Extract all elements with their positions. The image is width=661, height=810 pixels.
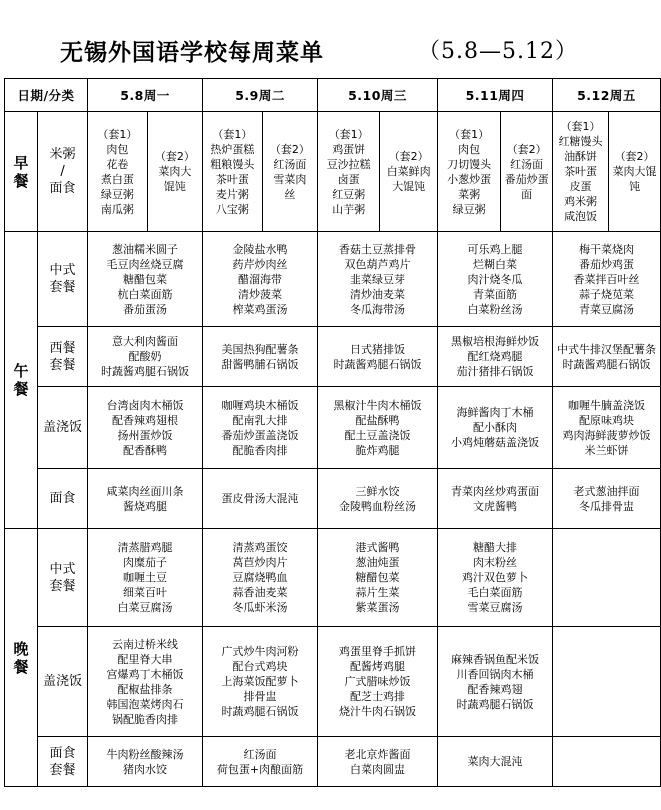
lunch-row: [5, 327, 661, 387]
menu-item: 豆沙拉糕: [326, 157, 371, 171]
lunch-cell: [553, 387, 661, 469]
menu-item: 肉包: [106, 142, 129, 156]
dinner-cell: [438, 737, 553, 787]
category-line: 面食: [49, 491, 76, 506]
set1-label: （套1）: [97, 127, 138, 141]
menu-item: 配椒盐排条: [117, 682, 173, 696]
menu-item: 南瓜粥: [100, 202, 134, 216]
category-line: 中式: [49, 263, 76, 278]
menu-item: 牛肉粉丝酸辣汤: [106, 747, 184, 761]
breakfast-set1: [203, 112, 263, 231]
category-line: 套餐: [49, 578, 76, 594]
dinner-cell: [553, 529, 661, 627]
menu-item: 清炒油麦菜: [350, 287, 406, 301]
menu-item: 丝: [284, 187, 296, 201]
lunch-cell: [318, 232, 438, 327]
menu-item: 配酱烤鸡腿: [350, 660, 406, 673]
menu-item: 上海菜饭配萝卜: [221, 675, 299, 688]
menu-item: 青菜面筋: [473, 287, 518, 301]
menu-item: 荷包蛋+肉酿面筋: [216, 762, 304, 776]
menu-item: 糖醋包菜: [123, 272, 168, 286]
lunch-cell: [318, 327, 438, 387]
menu-item: 川香回锅肉木桶: [456, 667, 534, 681]
lunch-cell: [203, 327, 318, 387]
menu-item: 杭白菜面筋: [117, 287, 173, 301]
menu-item: 配南乳大排: [232, 413, 288, 427]
menu-item: 咖喱土豆: [123, 571, 168, 584]
dinner-row: [5, 529, 661, 627]
menu-item: 毛白菜面筋: [467, 586, 523, 599]
menu-item: 黑椒培根海鲜炒饭: [451, 335, 540, 348]
day-header: 5.12周五: [553, 79, 661, 112]
menu-item: 时蔬鸡腿石锅饭: [456, 697, 534, 711]
menu-item: 鸡米粥: [564, 195, 598, 208]
menu-item: 猪肉水饺: [123, 762, 168, 776]
menu-item: 甜酱鸭脯石锅饭: [221, 357, 299, 371]
menu-item: 红汤面: [243, 747, 277, 761]
meal-char: 午: [13, 362, 29, 380]
breakfast-cell: [438, 112, 553, 232]
dinner-row: [5, 627, 661, 737]
menu-item: 番茄蛋汤: [123, 302, 168, 316]
meal-label-text: [6, 154, 36, 190]
menu-item: 锅配脆香肉排: [112, 712, 179, 726]
menu-item: 油酥饼: [564, 150, 598, 163]
set2-label: （套2）: [388, 150, 429, 163]
category-line: /: [60, 164, 65, 179]
category-line: 米粥: [49, 147, 76, 162]
category-label: [38, 737, 88, 787]
menu-item: 配盐酥鸭: [355, 413, 400, 427]
menu-item: 肉末粉丝: [473, 556, 518, 569]
menu-item: 可乐鸡上腿: [467, 242, 523, 256]
menu-item: 时蔬酱鸡腿石锅饭: [333, 357, 422, 371]
lunch-cell: [203, 387, 318, 469]
menu-item: 花卷: [106, 157, 129, 171]
lunch-cell: [553, 469, 661, 529]
menu-item: 香菇土豆蒸排骨: [339, 242, 417, 256]
menu-item: 咸菜肉丝面川条: [106, 484, 184, 498]
dinner-cell: [318, 529, 438, 627]
date-range: （5.8—5.12）: [418, 39, 578, 64]
menu-item: 云南过桥米线: [112, 637, 179, 651]
menu-item: 葱油糯米圆子: [112, 242, 179, 256]
menu-item: 配脆香肉排: [232, 443, 288, 457]
lunch-cell: [203, 469, 318, 529]
menu-item: 绿豆粥: [100, 187, 134, 201]
set2-label: （套2）: [506, 142, 547, 156]
menu-item: 面: [521, 187, 533, 201]
set2-label: （套2）: [269, 142, 310, 156]
dinner-cell: [318, 737, 438, 787]
menu-item: 榨菜鸡蛋汤: [232, 302, 288, 316]
menu-item: 紫菜蛋汤: [355, 601, 400, 614]
menu-item: 时蔬酱鸡腿石锅饭: [101, 365, 190, 378]
lunch-cell: [438, 387, 553, 469]
menu-item: 番茄炒蛋: [504, 172, 549, 186]
category-line: 西餐: [49, 340, 76, 356]
menu-item: 冬瓜海带汤: [350, 302, 406, 316]
breakfast-set2: [148, 112, 202, 231]
category-line: 中式: [49, 561, 76, 577]
dinner-cell: [553, 737, 661, 787]
menu-item: 雪菜豆腐汤: [467, 601, 523, 614]
menu-item: 老式葱油拌面: [573, 484, 640, 498]
category-text: [39, 146, 86, 197]
dinner-cell: [203, 529, 318, 627]
meal-label-dinner: [5, 529, 38, 787]
menu-item: 鸡肉海鲜菠萝炒饭: [562, 428, 651, 442]
breakfast-set2: [501, 112, 552, 231]
category-line: 套餐: [49, 280, 76, 295]
day-header: 5.10周三: [318, 79, 438, 112]
dinner-row: [5, 737, 661, 787]
menu-item: 烧汁牛肉石锅饭: [339, 705, 417, 718]
menu-item: 宫爆鸡丁木桶饭: [106, 667, 184, 681]
menu-item: 蛋皮骨汤大混沌: [221, 492, 299, 505]
meal-char: 餐: [13, 657, 29, 676]
menu-item: 红豆粥: [332, 187, 366, 201]
day-header: 5.11周四: [438, 79, 553, 112]
menu-item: 粗粮馒头: [210, 157, 255, 171]
lunch-cell: [88, 469, 203, 529]
dinner-cell: [88, 737, 203, 787]
set1-label: （套1）: [212, 127, 253, 141]
category-line: 套餐: [49, 357, 76, 373]
set1-label: （套1）: [449, 127, 490, 141]
menu-item: 米兰虾饼: [584, 443, 629, 457]
set1-label: （套1）: [560, 120, 601, 133]
menu-item: 醋溜海带: [238, 272, 283, 286]
category-label: [38, 627, 88, 737]
menu-item: 香菜拌百叶丝: [573, 272, 640, 286]
menu-item: 配香酥鸭: [123, 443, 168, 457]
menu-item: 刀切馒头: [447, 157, 492, 171]
menu-item: 鸡汁双色萝卜: [462, 571, 529, 584]
menu-item: 排骨盅: [243, 690, 277, 703]
dinner-cell: [438, 627, 553, 737]
menu-item: 烂糊白菜: [473, 257, 518, 271]
menu-item: 糖醋大排: [473, 541, 518, 554]
menu-item: 煮白蛋: [100, 172, 134, 186]
menu-item: 配土豆盖浇饭: [344, 428, 411, 442]
category-line: 盖浇饭: [43, 674, 83, 689]
menu-item: 白菜粉丝汤: [467, 302, 523, 316]
menu-item: 冬瓜虾米汤: [232, 601, 288, 614]
menu-item: 三鲜水饺: [355, 484, 400, 498]
lunch-cell: [438, 469, 553, 529]
lunch-cell: [553, 232, 661, 327]
menu-item: 肉糜茄子: [123, 556, 168, 569]
category-line: 面食: [49, 745, 76, 761]
lunch-cell: [553, 327, 661, 387]
day-header: 5.9周二: [203, 79, 318, 112]
breakfast-set1: [318, 112, 380, 231]
breakfast-cell: [318, 112, 438, 232]
category-label: [38, 529, 88, 627]
dinner-cell: [203, 737, 318, 787]
menu-item: 文虎酱鸭: [473, 499, 518, 513]
menu-item: 绿豆粥: [452, 202, 486, 216]
menu-item: 金陵盐水鸭: [232, 242, 288, 256]
menu-item: 雪菜肉: [273, 172, 307, 186]
menu-item: 韩国泡菜烤肉石: [106, 697, 184, 711]
breakfast-cell: [203, 112, 318, 232]
menu-item: 时蔬鸡腿石锅饭: [221, 705, 299, 718]
lunch-row: [5, 232, 661, 327]
menu-item: 广式腊味炒饭: [344, 675, 411, 688]
menu-item: 番茄炒鸡蛋: [579, 257, 635, 271]
menu-item: 茄汁猪排石锅饭: [456, 365, 534, 378]
menu-item: 配香辣鸡翅根: [112, 413, 179, 427]
menu-item: 意大利肉酱面: [112, 335, 179, 348]
menu-item: 茶叶蛋: [215, 172, 249, 186]
menu-item: 酱烧鸡腿: [123, 499, 168, 513]
dinner-cell: [88, 627, 203, 737]
dinner-cell: [203, 627, 318, 737]
menu-item: 配芝士鸡排: [350, 690, 406, 703]
menu-item: 配小酥肉: [473, 421, 518, 434]
menu-item: 脆炸鸡腿: [355, 443, 400, 457]
menu-item: 肉汁烧冬瓜: [467, 272, 523, 286]
set2-label: （套2）: [614, 150, 655, 163]
menu-item: 番茄炒蛋盖浇饭: [221, 428, 299, 442]
menu-item: 梅干菜烧肉: [579, 242, 635, 256]
category-line: 面食: [49, 181, 76, 196]
menu-item: 蒜片生菜: [355, 586, 400, 599]
header-row: [5, 79, 661, 112]
menu-item: 广式炒牛肉河粉: [221, 645, 299, 658]
menu-item: 咸泡饭: [564, 210, 598, 223]
meal-char: 餐: [13, 380, 29, 398]
menu-item: 毛豆肉丝烧豆腐: [106, 257, 184, 271]
category-label: [38, 387, 88, 469]
menu-item: 配里脊大串: [117, 652, 173, 666]
menu-item: 蒜子烧苋菜: [579, 287, 635, 301]
breakfast-set1: [438, 112, 501, 231]
meal-char: 餐: [13, 171, 29, 190]
breakfast-set2: [263, 112, 317, 231]
menu-item: 金陵鸭血粉丝汤: [339, 499, 417, 513]
menu-item: 白菜豆腐汤: [117, 601, 173, 614]
menu-item: 老北京炸酱面: [344, 747, 411, 761]
lunch-row: [5, 469, 661, 529]
menu-item: 冬瓜排骨盅: [579, 499, 635, 513]
menu-item: 菜肉大: [158, 165, 192, 178]
menu-item: 黑椒汁牛肉木桶饭: [333, 398, 422, 412]
set2-label: （套2）: [154, 150, 195, 163]
menu-item: 鸡蛋饼: [332, 142, 366, 156]
menu-item: 清炒菠菜: [238, 287, 283, 301]
menu-item: 馄饨: [163, 180, 186, 193]
weekly-menu-table: [4, 78, 661, 787]
breakfast-cell: [553, 112, 661, 232]
dinner-cell: [88, 529, 203, 627]
lunch-cell: [438, 232, 553, 327]
set1-label: （套1）: [328, 127, 369, 141]
lunch-cell: [438, 327, 553, 387]
menu-item: 清蒸腊鸡腿: [117, 541, 173, 554]
title-bar: [0, 0, 630, 78]
breakfast-row: [5, 112, 661, 232]
menu-item: 小葱炒蛋: [447, 172, 492, 186]
menu-item: 美国热狗配薯条: [221, 342, 299, 356]
menu-item: 小鸡炖蘑菇盖浇饭: [451, 436, 540, 449]
lunch-cell: [203, 232, 318, 327]
breakfast-set1: [553, 112, 609, 231]
menu-item: 红糖馒头: [558, 135, 603, 148]
menu-item: 中式牛排汉堡配薯条: [557, 342, 657, 356]
menu-item: 配原味鸡块: [579, 413, 635, 427]
menu-item: 皮蛋: [569, 180, 592, 193]
menu-item: 配酸奶: [128, 350, 162, 363]
menu-item: 台湾卤肉木桶饭: [106, 398, 184, 412]
menu-item: 海鲜酱肉丁木桶: [456, 406, 534, 419]
menu-item: 红汤面: [273, 157, 307, 171]
menu-item: 饨: [629, 180, 641, 193]
category-line: 盖浇饭: [43, 420, 83, 435]
menu-item: 港式酱鸭: [355, 541, 400, 554]
menu-item: 糖醋包菜: [355, 571, 400, 584]
menu-item: 配香辣鸡翅: [467, 682, 523, 696]
category-line: 套餐: [49, 762, 76, 778]
menu-item: 蒜香油麦菜: [232, 586, 288, 599]
menu-item: 山芋粥: [332, 202, 366, 216]
day-header: 5.8周一: [88, 79, 203, 112]
category-label: [38, 232, 88, 327]
dinner-cell: [318, 627, 438, 737]
menu-item: 时蔬酱鸡腿石锅饭: [562, 357, 651, 371]
menu-item: 咖喱牛腩盖浇饭: [568, 398, 646, 412]
dinner-cell: [553, 627, 661, 737]
menu-item: 菜肉大混沌: [467, 755, 523, 768]
page-title: 无锡外国语学校每周菜单: [60, 39, 324, 66]
meal-label-lunch: [5, 232, 38, 529]
breakfast-set2: [380, 112, 437, 231]
dinner-cell: [438, 529, 553, 627]
menu-item: 菜粥: [458, 187, 481, 201]
lunch-cell: [318, 387, 438, 469]
menu-item: 配台式鸡块: [232, 660, 288, 673]
lunch-cell: [318, 469, 438, 529]
menu-item: 麻辣香锅鱼配米饭: [451, 652, 540, 666]
menu-item: 扬州蛋炒饭: [117, 428, 173, 442]
menu-item: 豆腐烧鸭血: [232, 571, 288, 584]
menu-item: 白菜肉圆盅: [350, 762, 406, 776]
meal-char: 晚: [13, 639, 29, 658]
menu-item: 韭菜绿豆芽: [350, 272, 406, 286]
menu-item: 日式猪排饭: [350, 342, 406, 356]
menu-item: 青菜豆腐汤: [579, 302, 635, 316]
category-label: [38, 469, 88, 529]
meal-char: 早: [13, 153, 29, 172]
category-label: [38, 327, 88, 387]
menu-item: 清蒸鸡蛋饺: [232, 541, 288, 554]
menu-item: 卤蛋: [337, 172, 360, 186]
lunch-cell: [88, 387, 203, 469]
menu-item: 菜肉大馄: [612, 165, 657, 178]
menu-item: 双色葫芦鸡片: [344, 257, 411, 271]
menu-item: 茶叶蛋: [564, 165, 598, 178]
menu-item: 红汤面: [510, 157, 544, 171]
breakfast-cell: [88, 112, 203, 232]
meal-label-breakfast: [5, 112, 38, 232]
lunch-cell: [88, 232, 203, 327]
menu-item: 配红烧鸡腿: [467, 350, 523, 363]
lunch-row: [5, 387, 661, 469]
menu-item: 青菜肉丝炒鸡蛋面: [451, 484, 540, 498]
menu-item: 鸡蛋里脊手抓饼: [339, 645, 417, 658]
corner-header: 日期/分类: [5, 79, 88, 112]
menu-item: 细菜百叶: [123, 586, 168, 599]
menu-item: 麦片粥: [215, 187, 249, 201]
lunch-cell: [88, 327, 203, 387]
menu-item: 药芹炒肉丝: [232, 257, 288, 271]
menu-item: 大馄饨: [392, 180, 426, 193]
menu-item: 肉包: [458, 142, 481, 156]
menu-item: 白菜鲜肉: [386, 165, 431, 178]
breakfast-set1: [88, 112, 148, 231]
category-label: [38, 112, 88, 232]
menu-item: 八宝粥: [215, 202, 249, 216]
menu-item: 咖喱鸡块木桶饭: [221, 398, 299, 412]
menu-item: 葱油炖蛋: [355, 556, 400, 569]
menu-item: 莴苣炒肉片: [232, 556, 288, 569]
menu-item: 热炉蛋糕: [210, 142, 255, 156]
breakfast-set2: [609, 112, 660, 231]
